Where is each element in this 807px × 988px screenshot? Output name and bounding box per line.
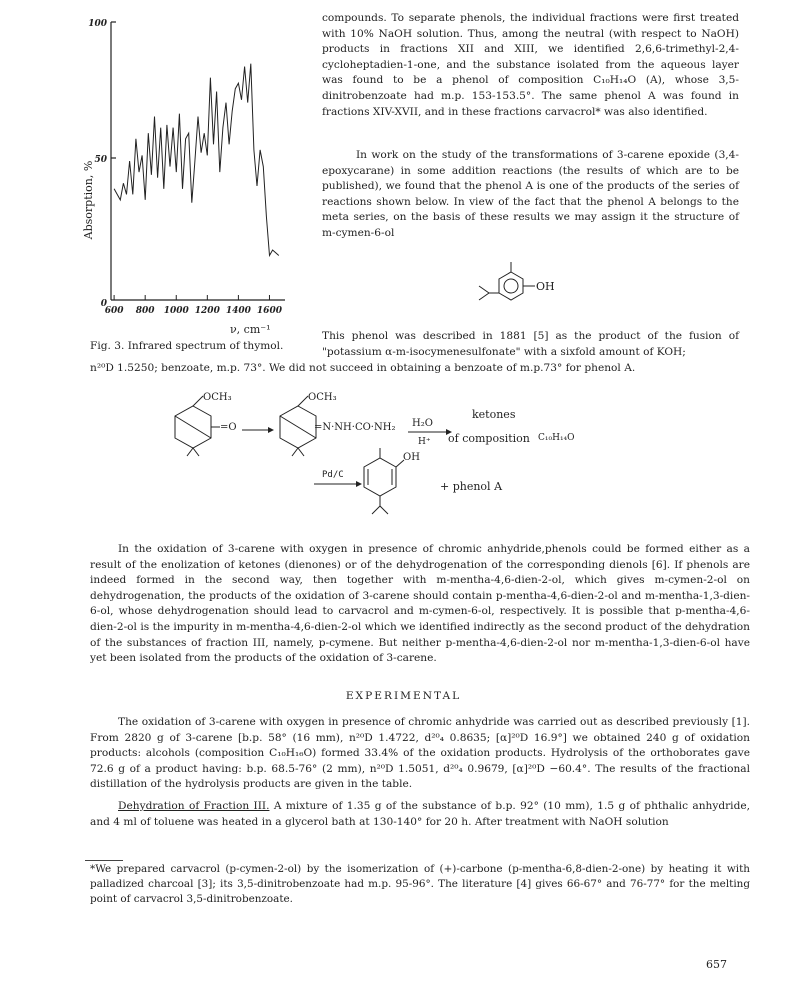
reaction-scheme — [150, 390, 610, 530]
ketone-o-label: =O — [220, 422, 237, 433]
och3-label-1: OCH₃ — [203, 392, 232, 403]
epoxycarane-ketone-structure — [175, 396, 220, 456]
paragraph-1: compounds. To separate phenols, the individual fractions were first treated with 10% NaOH solution. Thus, among the neutral (with respect to NaOH) products in fractions XII and XIII, we identified 2,6,6-trimethyl-2,4-cycloheptadien-1-one, and the substance isolated from the aqueous layer was found to be a phenol of composition C₁₀H₁₄O (A), whose 3,5-dinitrobenzoate had m.p. 153-153.5°. The same phenol A was found in fractions XIV-XVII, and in these fractions carvacrol* was also identified. — [322, 12, 739, 118]
line-after-caption: n²⁰D 1.5250; benzoate, m.p. 73°. We did not succeed in obtaining a benzoate of m.p.73° for phenol A. — [90, 362, 636, 374]
y-axis-title: Absorption, % — [82, 160, 95, 240]
footnote: *We prepared carvacrol (p-cymen-2-ol) by the isomerization of (+)-carbone (p-mentha-6,8-dien-2-one) by heating it with palladized charcoal [3]; its 3,5-dinitrobenzoate had m.p. 95-96°. The literature [4] gives 66-67° and 76-77° for the melting point of carvacrol 3,5-dinitrobenzoate. — [90, 863, 750, 905]
x-tick-label: 1000 — [163, 306, 189, 316]
semicarbazone-structure — [280, 396, 316, 456]
paragraph-3: This phenol was described in 1881 [5] as the product of the fusion of "potassium α-m-isocymenesulfonate" with a sixfold amount of KOH; — [322, 330, 739, 358]
y-top-label: 100 — [88, 19, 107, 29]
formula-label: C₁₀H₁₄O — [538, 433, 575, 443]
footnote-rule — [85, 860, 123, 861]
figure-caption: Fig. 3. Infrared spectrum of thymol. — [90, 340, 284, 352]
ketones-label: ketones — [472, 408, 516, 421]
h2o-label: H₂O — [412, 418, 433, 429]
x-tick-label: 1200 — [194, 306, 220, 316]
oh-label: OH — [536, 280, 555, 293]
page-number: 657 — [706, 958, 727, 971]
och3-label-2: OCH₃ — [308, 392, 337, 403]
x-tick-label: 800 — [135, 306, 155, 316]
x-axis-title: ν, cm⁻¹ — [230, 323, 271, 336]
of-composition-label: of composition — [448, 432, 530, 445]
semicarbazide-label: =N·NH·CO·NH₂ — [314, 422, 396, 433]
spectrum-line — [114, 64, 279, 256]
m-cymen-6-ol-structure — [465, 262, 585, 317]
x-tick-label: 1600 — [256, 306, 282, 316]
paragraph-5: The oxidation of 3-carene with oxygen in presence of chromic anhydride was carried out as described previously [1]. From 2820 g of 3-carene [b.p. 58° (16 mm), n²⁰D 1.4722, d²⁰₄ 0.8635; [α]²⁰D 16.9°] we obtained 240 g of oxidation products: alcohols (composition C₁₀H₁₆O) formed 33.4% of the oxidation products. Hydrolysis of the orthoborates gave 72.6 g of a product having: b.p. 68.5-76° (2 mm), n²⁰D 1.5051, d²⁰₄ 0.9679, [α]²⁰D −60.4°. The results of the fractional distillation of the hydrolysis products are given in the table. — [90, 716, 750, 791]
paragraph-6-text: A mixture of 1.35 g of the substance of b.p. 92° (10 mm), 1.5 g of phthalic anhydride, and 4 ml of toluene was heated in a glycerol bath at 130-140° for 20 h. After treatment with NaOH solution — [90, 800, 750, 828]
plus-phenol-a-label: + phenol A — [440, 480, 503, 493]
cymenol-structure — [364, 448, 404, 514]
x-tick-label: 1400 — [225, 306, 251, 316]
y-bottom-label: 0 — [100, 299, 107, 309]
experimental-heading: EXPERIMENTAL — [345, 690, 462, 702]
paragraph-2: In work on the study of the transformations of 3-carene epoxide (3,4-epoxycarane) in some addition reactions (the results of which are to be published), we found that the phenol A is one of the products of the series of reactions shown below. In view of the fact that the phenol A belongs to the meta series, on the basis of these results we may assign it the structure of m-cymen-6-ol — [322, 149, 739, 239]
pdc-label: Pd/C — [322, 470, 344, 480]
paragraph-6 — [90, 799, 750, 830]
paragraph-4: In the oxidation of 3-carene with oxygen in presence of chromic anhydride,phenols could be formed either as a result of the enolization of ketones (dienones) or of the dehydrogenation of the corresponding dienols [6]. If phenols are indeed formed in the second way, then together with m-mentha-4,6-dien-2-ol, which gives m-cymen-2-ol on dehydrogenation, the products of the oxidation of 3-carene should contain p-mentha-4,6-dien-2-ol and m-mentha-1,3-dien-6-ol, whose dehydrogenation should lead to carvacrol and m-cymen-6-ol, respectively. It is possible that p-mentha-4,6-dien-2-ol is the impurity in m-mentha-4,6-dien-2-ol which we identified indirectly as the second product of the dehydration of the substances of fraction III, namely, p-cymene. But neither p-mentha-4,6-dien-2-ol nor m-mentha-1,3-dien-6-ol have yet been isolated from the products of the oxidation of 3-carene. — [90, 543, 750, 665]
ir-spectrum-figure — [60, 10, 310, 340]
oh-product-label: OH — [403, 452, 420, 463]
paragraph-6-title: Dehydration of Fraction III. — [118, 800, 270, 812]
y-mid-label: 50 — [94, 155, 107, 165]
x-tick-label: 600 — [104, 306, 124, 316]
hplus-label: H⁺ — [418, 437, 431, 447]
